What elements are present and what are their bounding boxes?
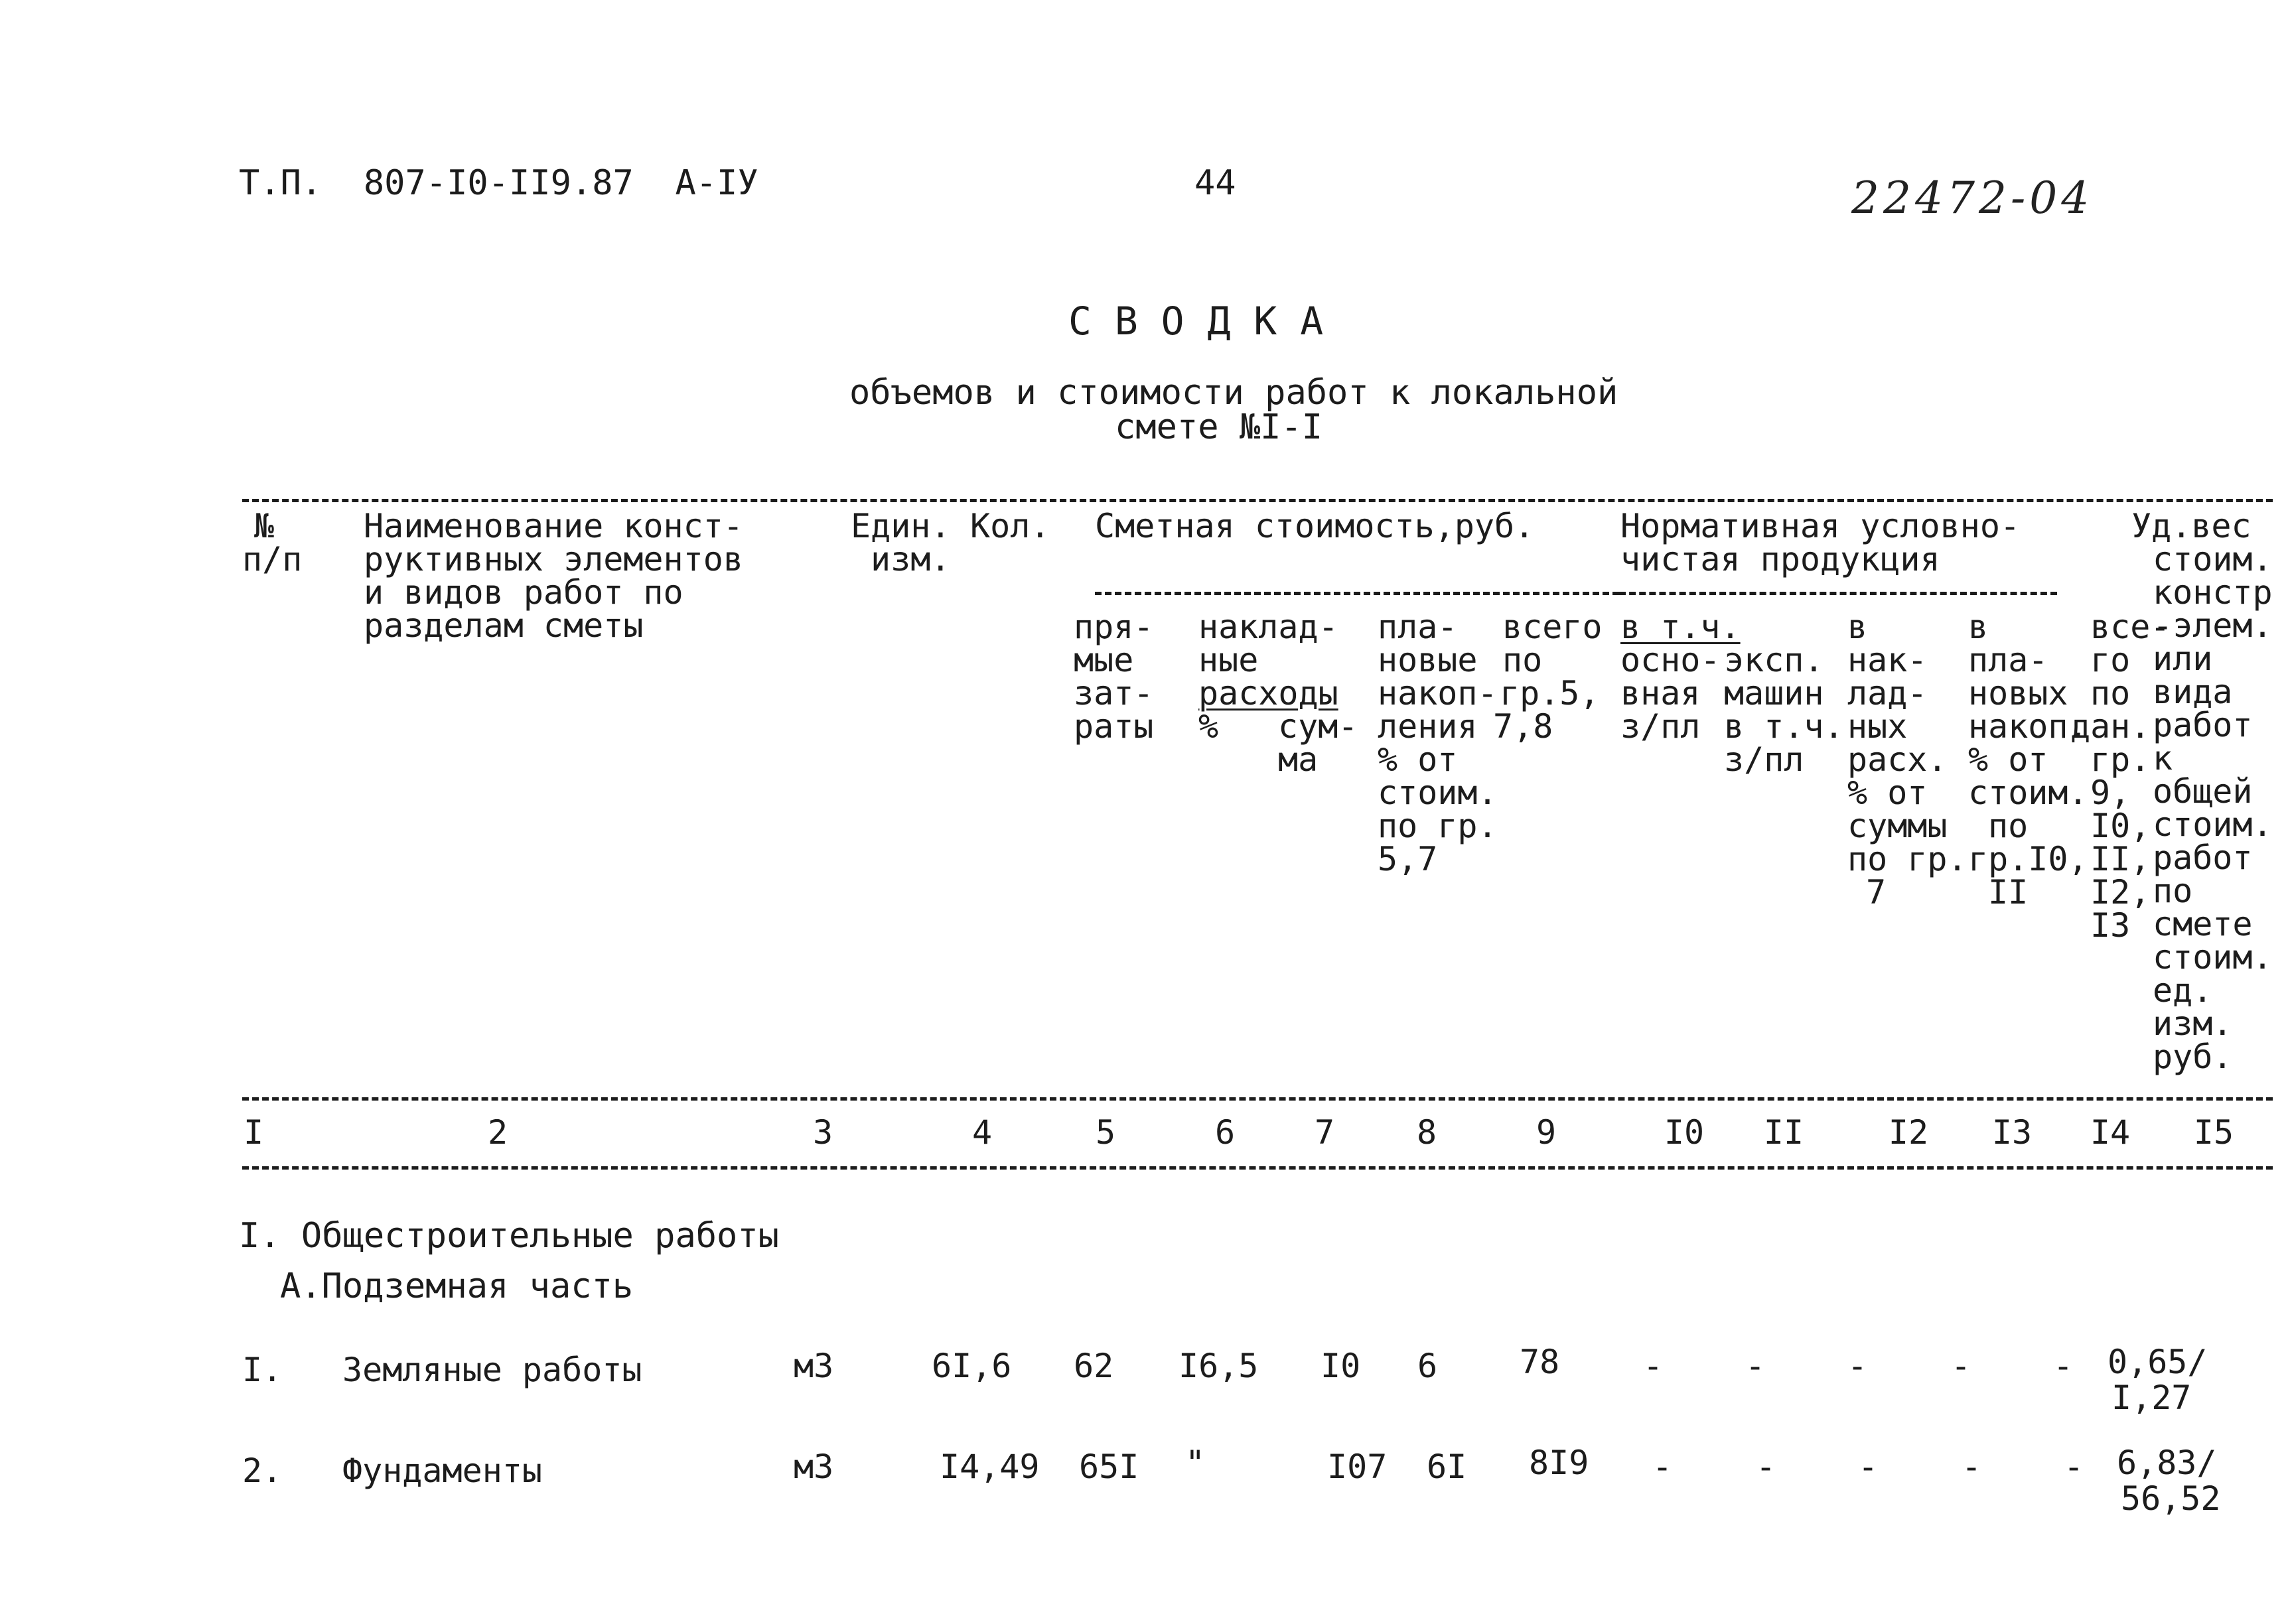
col15-header-line: смете: [2153, 905, 2253, 943]
col14-header-line: гр.: [2090, 740, 2151, 779]
row-unit: м3: [794, 1448, 834, 1486]
row-overhead-sum: I0: [1321, 1347, 1361, 1385]
document-subtitle-line2: смете №I-I: [1115, 407, 1323, 447]
col10-11-header: в т.ч.: [1620, 608, 1741, 646]
col3-header-line2: изм.: [871, 540, 951, 578]
cost-group-header: Сметная стоимость,руб.: [1095, 507, 1535, 545]
col15-header-line: общей: [2153, 772, 2253, 811]
col13-header-line: в: [1968, 608, 1989, 646]
col1-header-line2: п/п: [242, 540, 303, 578]
row-total: 8I9: [1529, 1444, 1589, 1482]
col13-header-line: по: [1988, 807, 2029, 845]
norm-group-header-line1: Нормативная условно-: [1620, 507, 2021, 545]
col13-header-line: гр.I0,: [1968, 840, 2088, 878]
row-number: I.: [242, 1351, 283, 1389]
col15-header-line: работ: [2153, 839, 2253, 877]
col12-header-line: ных: [1847, 707, 1908, 746]
col5-header-line4: раты: [1074, 707, 1154, 746]
col12-header-line: расх.: [1847, 740, 1948, 779]
col2-header-line3: и видов работ по: [364, 573, 683, 612]
col14-header-line: I2,: [2090, 873, 2151, 912]
col12-header-line: в: [1847, 608, 1868, 646]
row-col12: -: [1847, 1347, 1868, 1385]
row-col10: -: [1643, 1347, 1664, 1385]
header-bottom-rule: [242, 1097, 2273, 1101]
page-number: 44: [1194, 163, 1236, 203]
column-number: 8: [1416, 1113, 1437, 1152]
col15-header-line: изм.: [2153, 1004, 2233, 1043]
col2-header-line1: Наименование конст-: [364, 507, 743, 545]
column-number: 4: [971, 1113, 993, 1152]
col14-header-line: I0,: [2090, 807, 2151, 845]
col13-header-line: накоп.: [1968, 707, 2088, 746]
row-specific-weight-line2: 56,52: [2121, 1479, 2221, 1518]
col12-header-line: нак-: [1847, 641, 1928, 679]
col5-header-line3: зат-: [1074, 674, 1154, 712]
col8-header-line6: стоим.: [1378, 774, 1498, 812]
col11-header-line2: машин: [1724, 674, 1824, 712]
norm-group-rule: [1619, 592, 2057, 595]
col15-header-line: к: [2153, 739, 2173, 778]
column-number: I5: [2193, 1113, 2234, 1152]
col13-header-line: новых: [1968, 674, 2068, 712]
col8-header-line3: накоп-: [1378, 674, 1498, 712]
column-number: 6: [1214, 1113, 1236, 1152]
col14-header-line: дан.: [2070, 707, 2151, 746]
col15-header-line: работ: [2153, 706, 2253, 744]
col12-header-line: суммы: [1847, 807, 1948, 845]
col14-header-line: I3: [2090, 906, 2131, 945]
col1-header-line1: №: [253, 507, 275, 545]
col6-subheader: %: [1198, 707, 1219, 746]
col13-header-line: стоим.: [1968, 774, 2088, 812]
col15-header-line: или: [2153, 640, 2213, 678]
col15-header-line: по: [2153, 872, 2193, 910]
column-number: II: [1763, 1113, 1804, 1152]
col11-header-line3: в т.ч.: [1724, 707, 1844, 746]
norm-group-header-line2: чистая продукция: [1620, 540, 1940, 578]
col15-header-line: стоим.: [2153, 805, 2273, 844]
row-direct-costs: 62: [1074, 1347, 1114, 1385]
row-total: 78: [1520, 1343, 1560, 1381]
column-number: I4: [2090, 1113, 2131, 1152]
cost-group-rule: [1095, 592, 1619, 595]
column-number: I2: [1888, 1113, 1929, 1152]
column-number: I: [243, 1113, 264, 1152]
section-title: I. Общестроительные работы: [239, 1216, 779, 1256]
col4-header: Кол.: [970, 507, 1050, 545]
column-number: I0: [1664, 1113, 1705, 1152]
row-overhead-percent: I6,5: [1179, 1347, 1259, 1385]
col12-header-line: по гр.: [1847, 840, 1967, 878]
table-top-rule: [242, 499, 2273, 502]
col14-header-line: по: [2090, 674, 2131, 712]
row-col11: -: [1745, 1347, 1766, 1385]
col14-header-line: II,: [2090, 840, 2151, 878]
document-subtitle-line1: объемов и стоимости работ к локальной: [849, 373, 1618, 413]
col14-header-line: все-: [2090, 608, 2171, 646]
row-col11: -: [1756, 1448, 1776, 1486]
col13-header-line: II: [1988, 873, 2029, 912]
col12-header-line: % от: [1847, 774, 1928, 812]
row-unit: м3: [794, 1347, 834, 1385]
column-number: 5: [1095, 1113, 1116, 1152]
row-planned-savings: 6: [1417, 1347, 1438, 1385]
col8-header-line7: по гр.: [1378, 807, 1498, 845]
document-reference: Т.П. 807-I0-II9.87 А-IУ: [239, 163, 758, 203]
col14-header-line: 9,: [2090, 774, 2131, 812]
col10-header-line2: вная: [1620, 674, 1701, 712]
col2-header-line4: разделам сметы: [364, 606, 644, 645]
col8-header-line8: 5,7: [1378, 840, 1438, 878]
col13-header-line: % от: [1968, 740, 2048, 779]
row-quantity: 6I,6: [932, 1347, 1012, 1385]
col15-header-line: руб.: [2153, 1038, 2233, 1076]
col5-header-line2: мые: [1074, 641, 1134, 679]
col13-header-line: пла-: [1968, 641, 2048, 679]
column-number: I3: [1991, 1113, 2033, 1152]
row-col13: -: [1951, 1347, 1971, 1385]
row-specific-weight-line2: I,27: [2111, 1379, 2192, 1417]
row-direct-costs: 65I: [1079, 1448, 1139, 1486]
document-title: С В О Д К А: [1068, 299, 1324, 344]
row-col12: -: [1858, 1448, 1879, 1486]
col15-header-line: Уд.вес: [2131, 507, 2252, 545]
col11-header-line1: эксп.: [1724, 641, 1824, 679]
col7-subheader-line1: сум-: [1278, 707, 1358, 746]
col5-header-line1: пря-: [1074, 608, 1154, 646]
row-col14: -: [2053, 1347, 2074, 1385]
row-col10: -: [1652, 1448, 1673, 1486]
col6-7-header-line3: расходы: [1198, 674, 1338, 712]
col8-header-line1: пла-: [1378, 608, 1458, 646]
column-number: 7: [1314, 1113, 1335, 1152]
subsection-title: А.Подземная часть: [280, 1266, 634, 1306]
col8-header-line2: новые: [1378, 641, 1478, 679]
row-col14: -: [2064, 1448, 2084, 1486]
col9-header-line2: по: [1502, 641, 1543, 679]
col11-header-line4: з/пл: [1724, 740, 1804, 779]
column-numbers-bottom-rule: [242, 1166, 2273, 1170]
col10-header-line1: осно-: [1620, 641, 1721, 679]
col8-header-line4: ления: [1378, 707, 1478, 746]
col15-header-line: вида: [2153, 673, 2233, 711]
col15-header-line: стоим.: [2153, 540, 2273, 578]
col12-header-line: 7: [1866, 873, 1887, 912]
col15-header-line: ед.: [2153, 971, 2213, 1010]
handwritten-document-number: 22472-04: [1851, 172, 2094, 224]
col6-7-header-line1: наклад-: [1198, 608, 1338, 646]
column-number: 2: [487, 1113, 508, 1152]
col8-header-line5: % от: [1378, 740, 1458, 779]
col15-header-line: -элем.: [2153, 606, 2273, 645]
col14-header-line: го: [2090, 641, 2131, 679]
col15-header-line: стоим.: [2153, 938, 2273, 977]
row-col13: -: [1962, 1448, 1982, 1486]
column-number: 3: [812, 1113, 833, 1152]
row-quantity: I4,49: [940, 1448, 1040, 1486]
col12-header-line: лад-: [1847, 674, 1928, 712]
row-planned-savings: 6I: [1427, 1448, 1467, 1486]
row-specific-weight-line1: 0,65/: [2108, 1343, 2208, 1381]
col9-header-line4: 7,8: [1493, 707, 1553, 746]
row-overhead-sum: I07: [1327, 1448, 1388, 1486]
col10-header-line3: з/пл: [1620, 707, 1701, 746]
col3-header-line1: Един.: [851, 507, 951, 545]
col9-header-line1: всего: [1502, 608, 1603, 646]
col9-header-line3: гр.5,: [1500, 674, 1600, 712]
col6-7-header-line2: ные: [1198, 641, 1259, 679]
column-number: 9: [1536, 1113, 1557, 1152]
row-name: Фундаменты: [342, 1452, 543, 1490]
row-specific-weight-line1: 6,83/: [2117, 1444, 2217, 1482]
row-name: Земляные работы: [342, 1351, 642, 1389]
col7-subheader-line2: ма: [1278, 740, 1319, 779]
row-overhead-percent: ": [1185, 1444, 1206, 1482]
col2-header-line2: руктивных элементов: [364, 540, 743, 578]
col15-header-line: констр: [2153, 573, 2273, 612]
row-number: 2.: [242, 1452, 283, 1490]
